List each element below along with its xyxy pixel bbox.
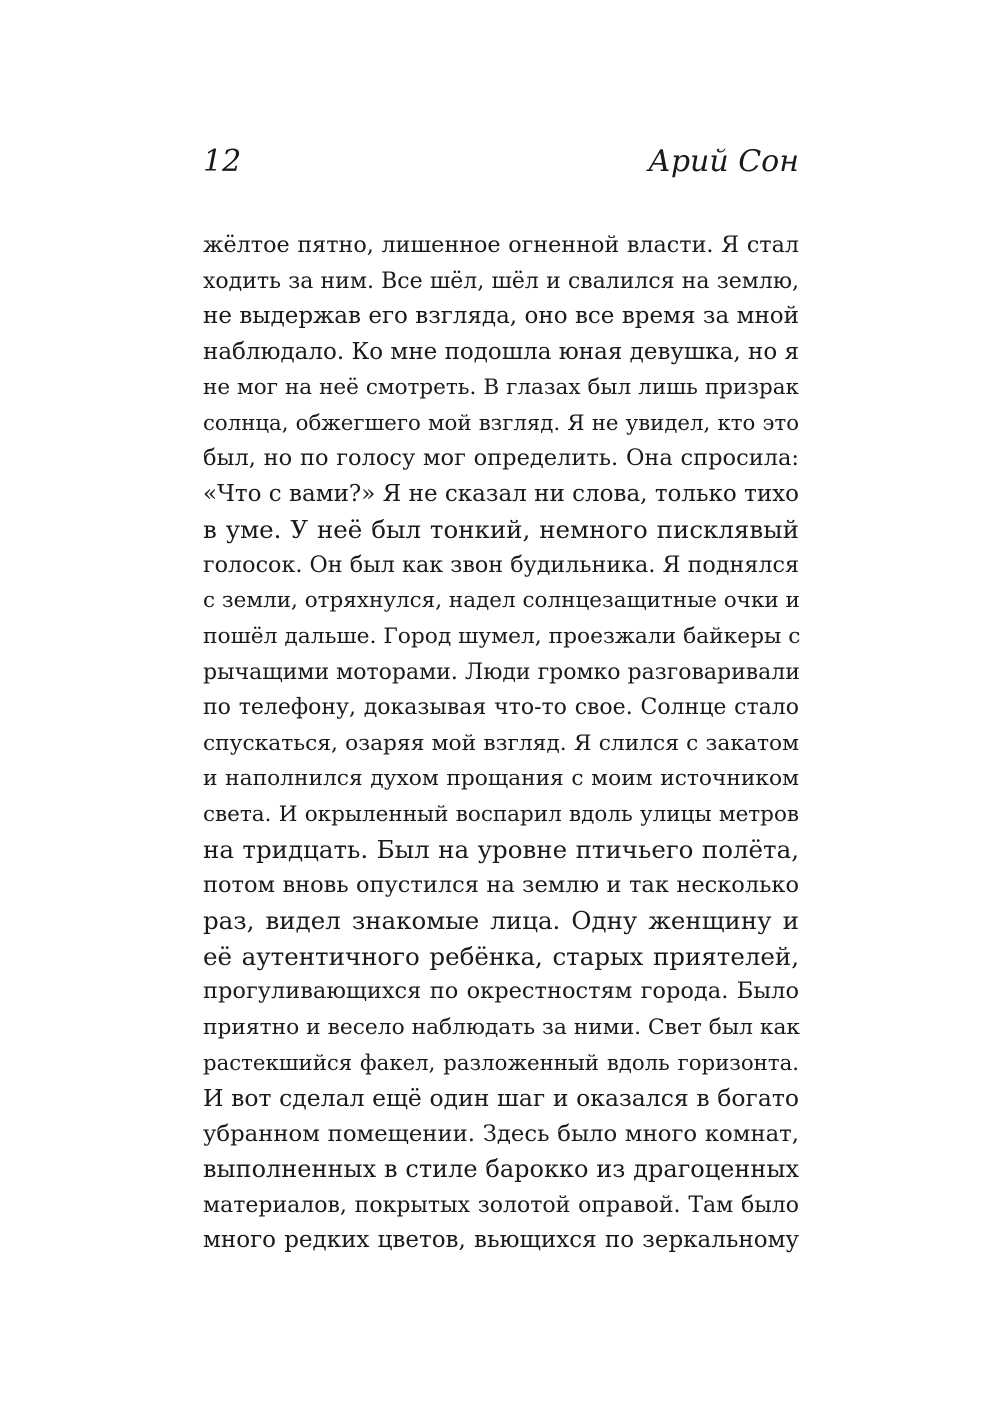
text-line: спускаться, озаряя мой взгляд. Я слился с закатом (203, 730, 799, 756)
text-line: не мог на неё смотреть. В глазах был лишь призрак (203, 375, 799, 401)
text-line: убранном помещении. Здесь было много комнат, (203, 1120, 799, 1147)
text-line: ходить за ним. Все шёл, шёл и свалился на землю, (203, 268, 799, 294)
running-head (203, 140, 799, 184)
text-line: «Что с вами?» Я не сказал ни слова, только тихо (203, 480, 799, 507)
text-line: выполненных в стиле барокко из драгоценных (203, 1155, 799, 1184)
text-line: пошёл дальше. Город шумел, проезжали байкеры с (203, 624, 801, 650)
text-line: наблюдало. Ко мне подошла юная девушка, но я (203, 338, 800, 365)
text-line: жёлтое пятно, лишенное огненной власти. Я стал (203, 232, 799, 258)
text-line: растекшийся факел, разложенный вдоль горизонта. (203, 1050, 799, 1076)
text-line: был, но по голосу мог определить. Она спросила: (203, 445, 799, 472)
text-line: раз, видел знакомые лица. Одну женщину и (203, 906, 799, 936)
text-line: голосок. Он был как звон будильника. Я поднялся (203, 551, 799, 578)
text-line: солнца, обжегшего мой взгляд. Я не увидел, кто это (203, 410, 799, 436)
text-line: на тридцать. Был на уровне птичьего полёта, (203, 835, 799, 865)
text-line: по телефону, доказывая что-то свое. Солнце стало (203, 695, 799, 721)
text-line: И вот сделал ещё один шаг и оказался в богато (203, 1084, 799, 1113)
text-line: её аутентичного ребёнка, старых приятелей, (203, 941, 799, 971)
text-line: света. И окрыленный воспарил вдоль улицы метров (203, 801, 799, 827)
body-text (203, 228, 799, 1259)
text-line: и наполнился духом прощания с моим источником (203, 766, 799, 792)
text-line: с земли, отряхнулся, надел солнцезащитные очки и (203, 588, 800, 614)
page-number: 12 (203, 144, 242, 179)
text-line: много редких цветов, вьющихся по зеркальному (203, 1227, 799, 1254)
text-line: прогуливающихся по окрестностям города. Было (203, 978, 799, 1005)
text-line: потом вновь опустился на землю и так несколько (203, 871, 799, 898)
author-name: Арий Сон (648, 144, 799, 179)
text-line: в уме. У неё был тонкий, немного писклявый (203, 515, 799, 545)
text-line: рычащими моторами. Люди громко разговаривали (203, 659, 800, 685)
text-line: приятно и весело наблюдать за ними. Свет был как (203, 1015, 801, 1041)
text-line: материалов, покрытых золотой оправой. Там было (203, 1192, 799, 1218)
text-line: не выдержав его взгляда, оно все время за мной (203, 303, 799, 330)
